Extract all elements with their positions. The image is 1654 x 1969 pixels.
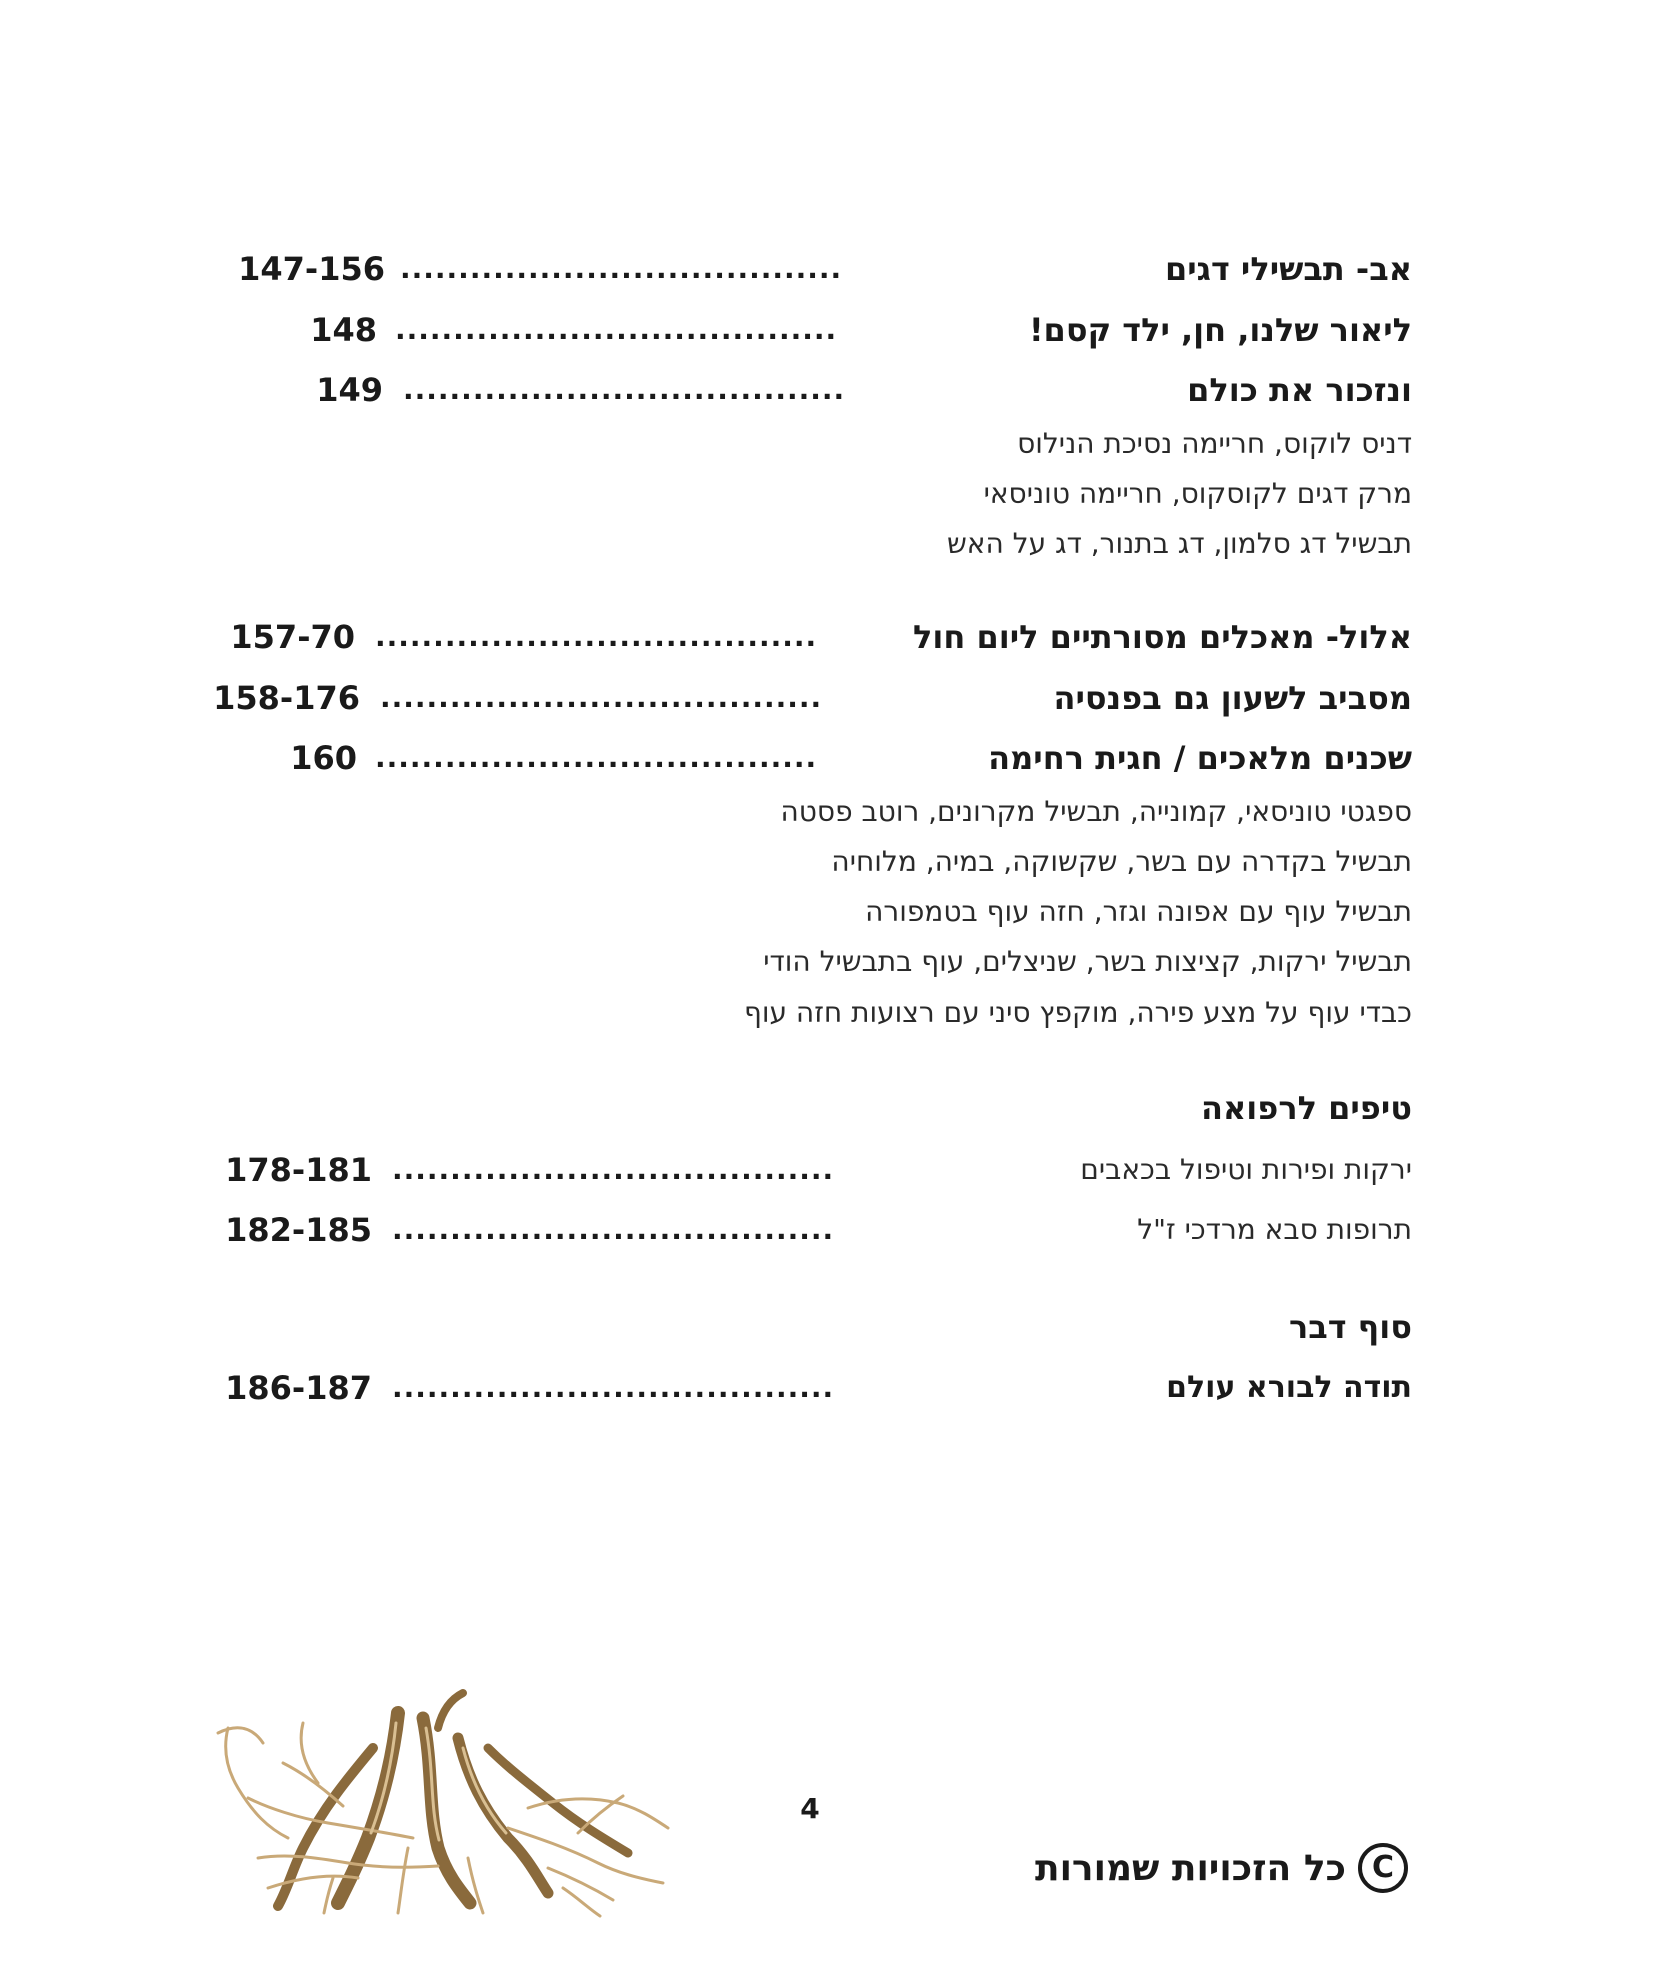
toc-row-entry[interactable] [200,733,1412,783]
dot-leader: ...................................... [380,681,823,714]
entry-title: ליאור שלנו, חן, ילד קסם! [1028,311,1412,349]
recipe-line: תבשיל דג סלמון, דג בתנור, דג על האש [946,527,1412,560]
page-range: 186-187 [225,1369,372,1407]
recipe-line: מרק דגים לקוסקוס, חריימה טוניסאי [983,477,1412,510]
page-range: 178-181 [225,1151,372,1189]
toc-row-entry[interactable] [200,673,1412,723]
toc-row-section-tips[interactable] [200,1083,1412,1133]
toc-row-section-traditional[interactable] [200,612,1412,662]
dot-leader: ...................................... [392,1213,835,1246]
section-title: אלול- מאכלים מסורתיים ליום חול [913,618,1412,656]
page-range: 160 [290,739,357,777]
dried-roots-illustration [208,1688,678,1918]
page-range: 148 [310,311,377,349]
toc-row-entry[interactable] [200,1145,1412,1195]
toc-row-entry[interactable] [200,305,1412,355]
copyright-icon: C [1358,1843,1408,1893]
entry-title: ירקות ופירות וטיפול בכאבים [1080,1153,1412,1186]
copyright-text: כל הזכויות שמורות [1034,1847,1346,1889]
page-range: 182-185 [225,1211,372,1249]
page-range: 149 [316,371,383,409]
section-title: סוף דבר [1288,1308,1412,1346]
recipe-line: תבשיל ירקות, קציצות בשר, שניצלים, עוף בתבשיל הודי [763,945,1412,978]
recipe-line: כבדי עוף על מצע פירה, מוקפץ סיני עם רצועות חזה עוף [743,996,1412,1029]
dot-leader: ...................................... [375,620,818,653]
recipe-line: ספגטי טוניסאי, קמונייה, תבשיל מקרונים, רוטב פסטה [780,795,1412,828]
dot-leader: ...................................... [400,252,843,285]
toc-row-entry[interactable] [200,1205,1412,1255]
copyright-notice [1035,1838,1408,1898]
dot-leader: ...................................... [395,313,838,346]
toc-row-section-fish[interactable] [200,244,1412,294]
dot-leader: ...................................... [392,1153,835,1186]
page-range: 157-70 [230,618,355,656]
toc-row-entry[interactable] [200,1363,1412,1413]
entry-title: תודה לבורא עולם [1166,1370,1412,1405]
entry-title: מסביב לשעון גם בפנסיה [1053,679,1412,717]
dot-leader: ...................................... [403,373,846,406]
recipe-line: תבשיל עוף עם אפונה וגזר, חזה עוף בטמפורה [865,895,1412,928]
page-range: 158-176 [213,679,360,717]
section-title: אב- תבשילי דגים [1164,250,1412,288]
dot-leader: ...................................... [375,741,818,774]
dot-leader: ...................................... [392,1371,835,1404]
recipe-line: דניס לוקוס, חריימה נסיכת הנילוס [1017,427,1412,460]
page-number: 4 [800,1792,820,1825]
entry-title: תרופות סבא מרדכי ז"ל [1137,1213,1412,1246]
toc-row-entry[interactable] [200,365,1412,415]
entry-title: ונזכור את כולם [1187,371,1412,409]
recipe-line: תבשיל בקדרה עם בשר, שקשוקה, במיה, מלוחיה [831,845,1412,878]
toc-row-section-closing[interactable] [200,1302,1412,1352]
section-title: טיפים לרפואה [1201,1089,1412,1127]
page-range: 147-156 [238,250,385,288]
entry-title: שכנים מלאכים / חגית רחימה [988,739,1412,777]
